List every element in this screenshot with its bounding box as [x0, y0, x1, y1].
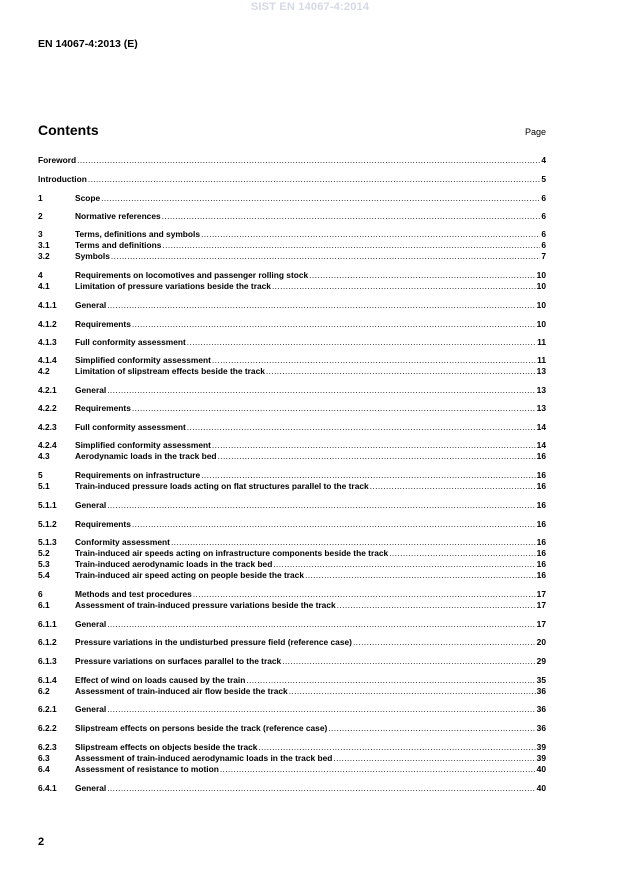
toc-entry[interactable] — [38, 753, 546, 764]
toc-entry-page: 16 — [536, 470, 546, 480]
toc-entry-number: 4.2.2 — [38, 403, 57, 413]
toc-entry-page: 16 — [536, 500, 546, 510]
toc-entry-title: Effect of wind on loads caused by the train — [75, 675, 246, 685]
toc-entry-page: 36 — [536, 723, 546, 733]
toc-dot-leader — [258, 742, 535, 753]
toc-entry-title: Requirements on infrastructure — [75, 470, 201, 480]
toc-entry-number: 6.1.3 — [38, 656, 57, 666]
toc-entry-number: 6.4 — [38, 764, 50, 774]
toc-entry[interactable] — [38, 637, 546, 648]
toc-entry-number: 5.1 — [38, 481, 50, 491]
toc-entry[interactable] — [38, 764, 546, 775]
toc-entry-page: 10 — [536, 270, 546, 280]
toc-dot-leader — [107, 704, 535, 715]
toc-dot-leader — [266, 366, 536, 377]
toc-entry-page: 7 — [541, 251, 546, 261]
toc-entry-page: 20 — [536, 637, 546, 647]
toc-dot-leader — [101, 193, 540, 204]
toc-entry[interactable] — [38, 193, 546, 204]
toc-entry-title: Requirements — [75, 403, 131, 413]
toc-entry-number: 4.2.4 — [38, 440, 57, 450]
toc-dot-leader — [328, 723, 535, 734]
toc-entry-page: 16 — [536, 519, 546, 529]
toc-entry-number: 4.2.1 — [38, 385, 57, 395]
toc-entry-page: 13 — [536, 385, 546, 395]
toc-entry-title: Requirements — [75, 519, 131, 529]
toc-dot-leader — [77, 155, 540, 166]
toc-entry-title: Terms, definitions and symbols — [75, 229, 201, 239]
toc-entry-page: 16 — [536, 548, 546, 558]
toc-entry-number: 6.1 — [38, 600, 50, 610]
toc-entry[interactable] — [38, 366, 546, 377]
contents-title: Contents — [38, 122, 99, 138]
toc-entry[interactable] — [38, 403, 546, 414]
toc-entry-page: 13 — [536, 403, 546, 413]
toc-entry-title: Assessment of train-induced pressure variations beside the track — [75, 600, 336, 610]
toc-entry-title: General — [75, 704, 107, 714]
toc-entry-page: 11 — [537, 337, 546, 347]
toc-entry-title: Introduction — [38, 174, 87, 184]
toc-entry-page: 16 — [536, 451, 546, 461]
toc-entry-page: 4 — [541, 155, 546, 165]
toc-dot-leader — [107, 385, 535, 396]
toc-dot-leader — [162, 211, 541, 222]
toc-entry-title: Pressure variations on surfaces parallel to the track — [75, 656, 282, 666]
toc-entry-number: 5 — [38, 470, 43, 480]
toc-entry[interactable] — [38, 319, 546, 330]
toc-entry-page: 6 — [541, 193, 546, 203]
toc-dot-leader — [107, 619, 535, 630]
toc-entry[interactable] — [38, 251, 546, 262]
toc-entry-title: Pressure variations in the undisturbed pressure field (reference case) — [75, 637, 352, 647]
toc-entry[interactable] — [38, 619, 546, 630]
toc-dot-leader — [187, 337, 536, 348]
toc-entry[interactable] — [38, 440, 546, 451]
toc-dot-leader — [212, 355, 536, 366]
toc-entry[interactable] — [38, 229, 546, 240]
toc-entry-title: Methods and test procedures — [75, 589, 192, 599]
toc-dot-leader — [162, 240, 540, 251]
toc-entry-page: 36 — [536, 704, 546, 714]
toc-entry-number: 6 — [38, 589, 43, 599]
toc-entry-page: 10 — [536, 281, 546, 291]
toc-entry-title: Assessment of resistance to motion — [75, 764, 219, 774]
toc-dot-leader — [217, 451, 535, 462]
toc-entry[interactable] — [38, 422, 546, 433]
toc-entry-number: 2 — [38, 211, 43, 221]
toc-entry-page: 17 — [536, 619, 546, 629]
toc-entry-title: Train-induced aerodynamic loads in the track bed — [75, 559, 273, 569]
toc-entry-title: Simplified conformity assessment — [75, 440, 211, 450]
toc-entry[interactable] — [38, 548, 546, 559]
toc-entry[interactable] — [38, 300, 546, 311]
toc-entry-title: Full conformity assessment — [75, 422, 186, 432]
toc-entry-number: 4.1.3 — [38, 337, 57, 347]
toc-entry[interactable] — [38, 589, 546, 600]
toc-entry-number: 5.3 — [38, 559, 50, 569]
toc-entry-page: 16 — [536, 559, 546, 569]
toc-dot-leader — [88, 174, 540, 185]
toc-entry-number: 6.4.1 — [38, 783, 57, 793]
toc-entry-title: Requirements — [75, 319, 131, 329]
toc-entry[interactable] — [38, 270, 546, 281]
toc-entry-title: General — [75, 619, 107, 629]
toc-dot-leader — [337, 600, 536, 611]
toc-dot-leader — [309, 270, 536, 281]
toc-entry-page: 13 — [536, 366, 546, 376]
toc-entry[interactable] — [38, 656, 546, 667]
toc-dot-leader — [289, 686, 536, 697]
toc-entry[interactable] — [38, 355, 546, 366]
toc-dot-leader — [132, 403, 536, 414]
toc-entry-page: 35 — [536, 675, 546, 685]
toc-dot-leader — [282, 656, 535, 667]
toc-entry[interactable] — [38, 385, 546, 396]
toc-entry-title: Limitation of slipstream effects beside the track — [75, 366, 265, 376]
toc-entry[interactable] — [38, 686, 546, 697]
toc-entry-title: General — [75, 385, 107, 395]
document-id: EN 14067-4:2013 (E) — [38, 38, 138, 50]
toc-dot-leader — [305, 570, 536, 581]
toc-entry-title: General — [75, 500, 107, 510]
toc-dot-leader — [220, 764, 536, 775]
toc-entry-title: Conformity assessment — [75, 537, 170, 547]
toc-entry[interactable] — [38, 240, 546, 251]
toc-entry-page: 6 — [541, 229, 546, 239]
toc-entry[interactable] — [38, 481, 546, 492]
toc-entry-number: 4.2 — [38, 366, 50, 376]
toc-entry-page: 17 — [536, 600, 546, 610]
toc-entry-number: 5.2 — [38, 548, 50, 558]
toc-entry-page: 36 — [536, 686, 546, 696]
toc-entry-title: Slipstream effects on objects beside the track — [75, 742, 258, 752]
toc-entry-number: 6.2.3 — [38, 742, 57, 752]
toc-entry[interactable] — [38, 600, 546, 611]
toc-entry-title: Train-induced pressure loads acting on flat structures parallel to the track — [75, 481, 369, 491]
toc-entry-number: 1 — [38, 193, 43, 203]
toc-dot-leader — [353, 637, 536, 648]
toc-entry-number: 3 — [38, 229, 43, 239]
toc-dot-leader — [171, 537, 536, 548]
toc-entry-number: 3.1 — [38, 240, 50, 250]
toc-dot-leader — [333, 753, 535, 764]
toc-entry[interactable] — [38, 470, 546, 481]
toc-entry-title: Assessment of train-induced aerodynamic loads in the track bed — [75, 753, 333, 763]
toc-entry-title: Foreword — [38, 155, 77, 165]
toc-entry-number: 4.3 — [38, 451, 50, 461]
toc-entry-page: 16 — [536, 570, 546, 580]
toc-entry[interactable] — [38, 742, 546, 753]
toc-entry-page: 6 — [541, 211, 546, 221]
toc-entry-title: General — [75, 783, 107, 793]
toc-entry[interactable] — [38, 451, 546, 462]
toc-entry-title: Slipstream effects on persons beside the track (reference case) — [75, 723, 328, 733]
toc-dot-leader — [246, 675, 535, 686]
toc-dot-leader — [107, 500, 535, 511]
toc-entry-title: Assessment of train-induced air flow beside the track — [75, 686, 288, 696]
toc-entry-page: 6 — [541, 240, 546, 250]
toc-entry-page: 39 — [536, 753, 546, 763]
toc-entry-number: 5.4 — [38, 570, 50, 580]
toc-dot-leader — [193, 589, 536, 600]
toc-entry-number: 4 — [38, 270, 43, 280]
toc-dot-leader — [389, 548, 535, 559]
toc-entry-number: 5.1.3 — [38, 537, 57, 547]
toc-dot-leader — [111, 251, 540, 262]
watermark-text: SIST EN 14067-4:2014 — [250, 1, 370, 13]
toc-entry-number: 6.3 — [38, 753, 50, 763]
toc-entry-number: 6.2.2 — [38, 723, 57, 733]
page-column-label: Page — [524, 127, 546, 137]
toc-entry[interactable] — [38, 211, 546, 222]
toc-entry[interactable] — [38, 519, 546, 530]
toc-entry[interactable] — [38, 704, 546, 715]
toc-entry-page: 14 — [536, 440, 546, 450]
toc-dot-leader — [132, 519, 536, 530]
toc-entry-page: 17 — [536, 589, 546, 599]
toc-entry[interactable] — [38, 537, 546, 548]
toc-entry-page: 29 — [536, 656, 546, 666]
toc-entry[interactable] — [38, 174, 546, 185]
toc-entry-page: 11 — [537, 355, 546, 365]
toc-dot-leader — [370, 481, 536, 492]
toc-entry-number: 4.1.2 — [38, 319, 57, 329]
toc-entry[interactable] — [38, 559, 546, 570]
toc-entry-number: 3.2 — [38, 251, 50, 261]
toc-entry-number: 4.1.4 — [38, 355, 57, 365]
toc-entry-number: 6.2.1 — [38, 704, 57, 714]
toc-entry[interactable] — [38, 337, 546, 348]
toc-entry-page: 39 — [536, 742, 546, 752]
toc-dot-leader — [132, 319, 536, 330]
toc-entry-number: 5.1.2 — [38, 519, 57, 529]
toc-entry-number: 4.1.1 — [38, 300, 57, 310]
toc-entry-number: 6.1.1 — [38, 619, 57, 629]
toc-entry[interactable] — [38, 500, 546, 511]
toc-entry-page: 40 — [536, 764, 546, 774]
toc-entry[interactable] — [38, 723, 546, 734]
toc-entry-page: 40 — [536, 783, 546, 793]
toc-entry-page: 10 — [536, 300, 546, 310]
toc-entry[interactable] — [38, 675, 546, 686]
toc-entry[interactable] — [38, 570, 546, 581]
toc-entry-title: Terms and definitions — [75, 240, 162, 250]
toc-entry-title: Simplified conformity assessment — [75, 355, 211, 365]
toc-entry[interactable] — [38, 155, 546, 166]
toc-entry-page: 16 — [536, 481, 546, 491]
toc-entry-title: General — [75, 300, 107, 310]
toc-dot-leader — [187, 422, 536, 433]
toc-dot-leader — [212, 440, 536, 451]
toc-dot-leader — [272, 281, 536, 292]
toc-entry-page: 14 — [536, 422, 546, 432]
toc-entry-title: Aerodynamic loads in the track bed — [75, 451, 217, 461]
toc-entry-number: 6.2 — [38, 686, 50, 696]
toc-entry[interactable] — [38, 783, 546, 794]
toc-entry-title: Scope — [75, 193, 101, 203]
toc-entry-number: 5.1.1 — [38, 500, 57, 510]
toc-entry-title: Normative references — [75, 211, 161, 221]
toc-dot-leader — [273, 559, 535, 570]
toc-dot-leader — [201, 229, 540, 240]
page-number: 2 — [38, 836, 45, 848]
toc-entry-page: 10 — [536, 319, 546, 329]
toc-entry-title: Train-induced air speed acting on people beside the track — [75, 570, 304, 580]
toc-entry-number: 4.1 — [38, 281, 50, 291]
toc-entry[interactable] — [38, 281, 546, 292]
toc-entry-number: 4.2.3 — [38, 422, 57, 432]
toc-entry-title: Limitation of pressure variations beside the track — [75, 281, 271, 291]
toc-entry-number: 6.1.2 — [38, 637, 57, 647]
toc-dot-leader — [107, 783, 535, 794]
toc-entry-page: 16 — [536, 537, 546, 547]
toc-entry-page: 5 — [541, 174, 546, 184]
toc-entry-title: Requirements on locomotives and passenger rolling stock — [75, 270, 309, 280]
toc-entry-title: Symbols — [75, 251, 110, 261]
toc-entry-title: Train-induced air speeds acting on infrastructure components beside the track — [75, 548, 389, 558]
toc-entry-title: Full conformity assessment — [75, 337, 186, 347]
toc-entry-number: 6.1.4 — [38, 675, 57, 685]
toc-dot-leader — [201, 470, 535, 481]
toc-dot-leader — [107, 300, 535, 311]
